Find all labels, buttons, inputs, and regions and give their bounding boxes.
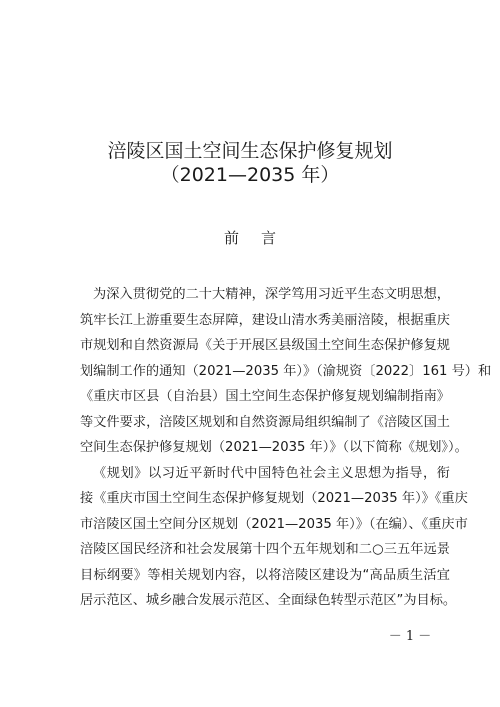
text-line: 涪陵区国民经济和社会发展第十四个五年规划和二○三五年远景 [80, 542, 450, 557]
text-line: 划编制工作的通知（2021—2035 年）》（渝规资〔2022〕161 号）和 [80, 363, 492, 379]
section-heading-preface: 前言 [223, 229, 298, 247]
text-line: 接《重庆市国土空间生态保护修复规划（2021—2035 年）》《重庆 [80, 491, 468, 506]
text-line: 为深入贯彻党的二十大精神，深学笃用习近平生态文明思想， [93, 287, 450, 302]
text-line: 市规划和自然资源局《关于开展区县级国土空间生态保护修复规 [80, 338, 450, 353]
text-line: 市涪陵区国土空间分区规划（2021—2035 年）》（在编）、《重庆市 [80, 516, 468, 532]
text-line: 等文件要求，涪陵区规划和自然资源局组织编制了《涪陵区国土 [80, 414, 450, 430]
document-title: 涪陵区国土空间生态保护修复规划 [107, 140, 393, 162]
paragraph-2 [80, 461, 468, 614]
text-line: 居示范区、城乡融合发展示范区、全面绿色转型示范区”为目标。 [80, 593, 457, 608]
text-line: 《重庆市区县（自治县）国土空间生态保护修复规划编制指南》 [80, 389, 450, 404]
page-number: － 1 － [388, 629, 432, 644]
body-text [80, 282, 492, 614]
text-line: 目标纲要》等相关规划内容，以将涪陵区建设为“高品质生活宜 [80, 567, 450, 583]
text-line: 《规划》以习近平新时代中国特色社会主义思想为指导，衔 [93, 465, 450, 481]
text-line: 空间生态保护修复规划（2021—2035 年）》（以下简称《规划》）。 [80, 440, 468, 455]
paragraph-1 [80, 282, 492, 461]
document-subtitle-years: （2021—2035 年） [160, 164, 340, 186]
text-line: 筑牢长江上游重要生态屏障，建设山清水秀美丽涪陵，根据重庆 [80, 312, 450, 328]
